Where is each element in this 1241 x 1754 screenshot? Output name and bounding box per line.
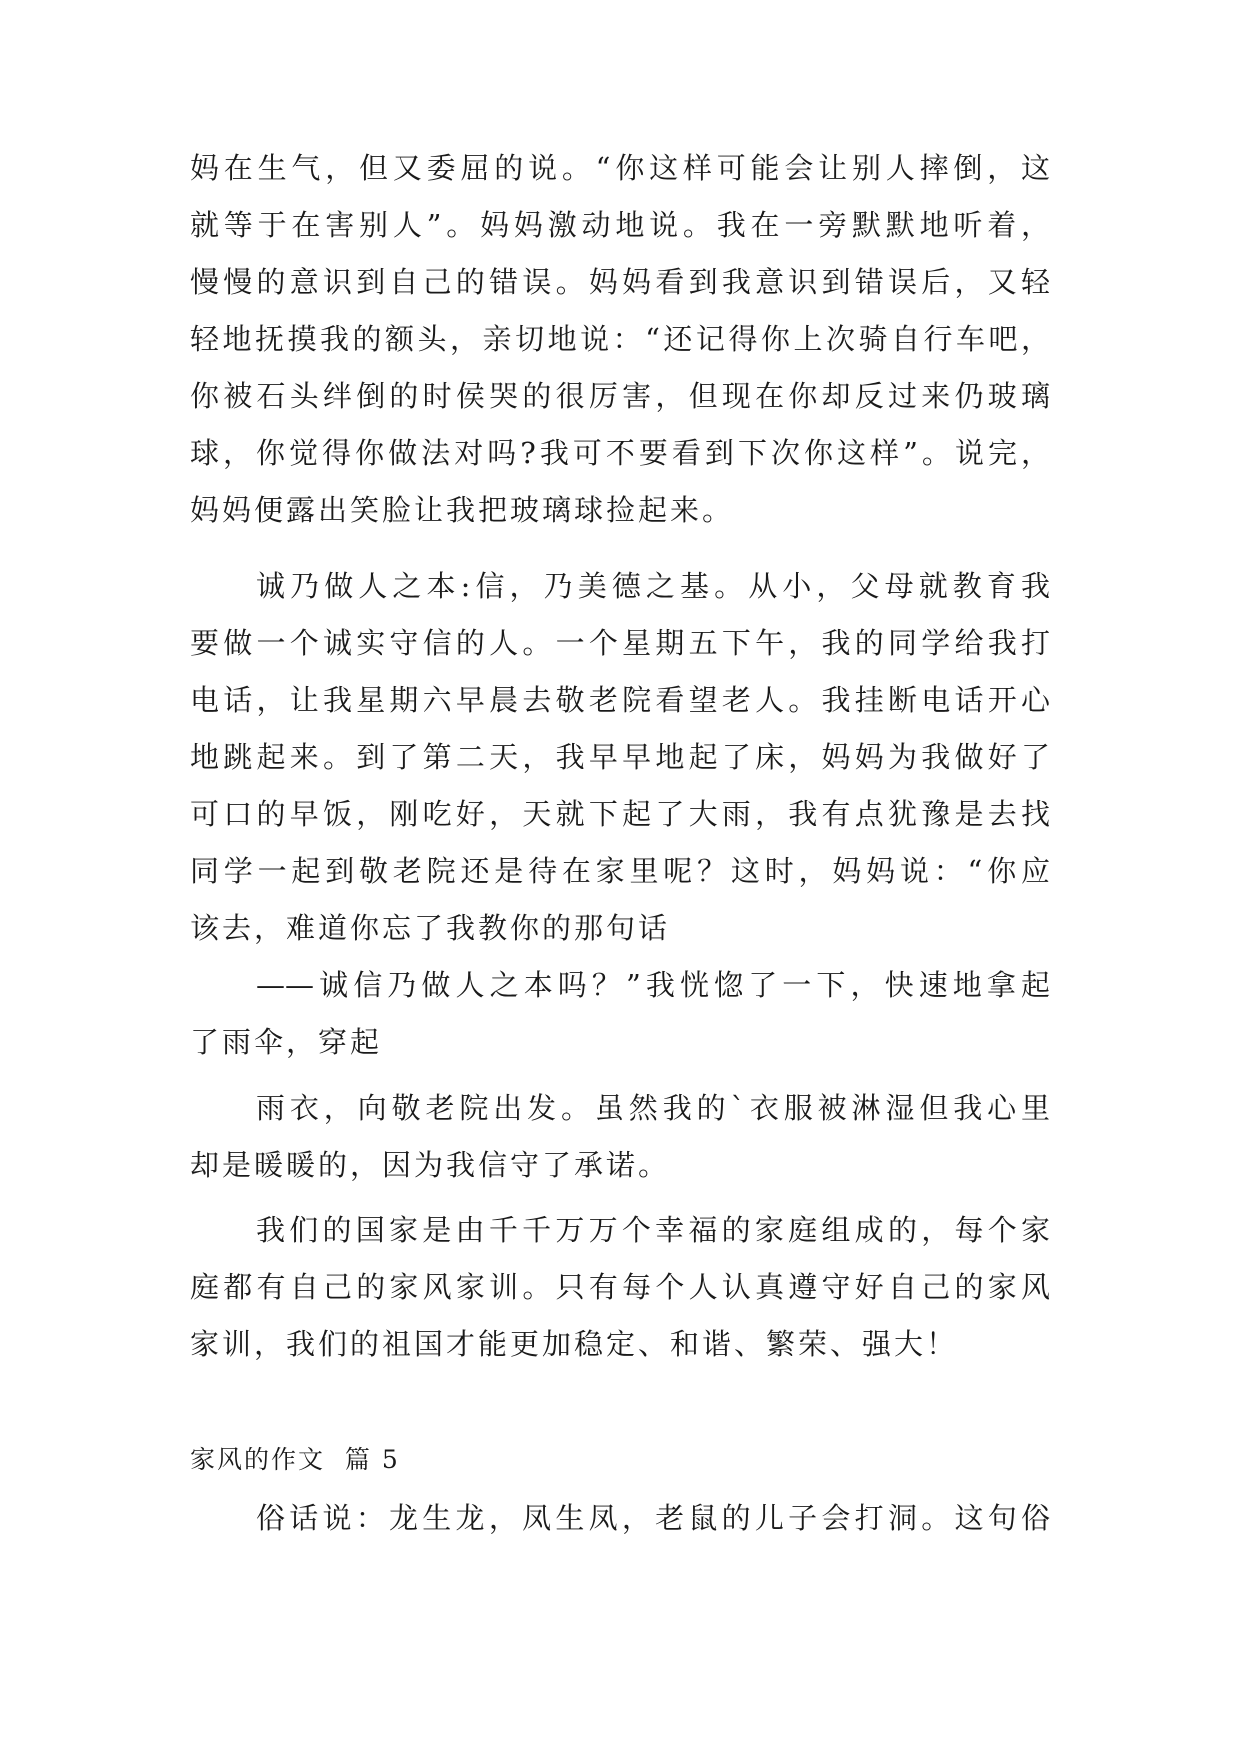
text-line: 电话，让我星期六早晨去敬老院看望老人。我挂断电话开心 [190, 683, 1050, 717]
text-line: 你被石头绊倒的时侯哭的很厉害，但现在你却反过来仍玻璃 [190, 379, 1050, 413]
text-line: 慢慢的意识到自己的错误。妈妈看到我意识到错误后，又轻 [190, 265, 1050, 299]
text-line: 球，你觉得你做法对吗?我可不要看到下次你这样”。说完， [190, 436, 1050, 470]
text-line: 就等于在害别人”。妈妈激动地说。我在一旁默默地听着， [190, 208, 1050, 242]
text-line: 妈在生气，但又委屈的说。“你这样可能会让别人摔倒，这 [190, 151, 1050, 185]
text-line: ——诚信乃做人之本吗？”我恍惚了一下，快速地拿起 [256, 968, 1050, 1002]
text-line: 轻地抚摸我的额头，亲切地说：“还记得你上次骑自行车吧， [190, 322, 1050, 356]
text-line: 妈妈便露出笑脸让我把玻璃球捡起来。 [190, 493, 735, 527]
text-line: 了雨伞，穿起 [190, 1025, 383, 1059]
text-line: 俗话说：龙生龙，凤生凤，老鼠的儿子会打洞。这句俗 [256, 1501, 1050, 1535]
text-line: 庭都有自己的家风家训。只有每个人认真遵守好自己的家风 [190, 1270, 1050, 1304]
text-line: 我们的国家是由千千万万个幸福的家庭组成的，每个家 [256, 1213, 1050, 1247]
text-line: 诚乃做人之本:信，乃美德之基。从小，父母就教育我 [256, 569, 1050, 603]
text-line: 雨衣，向敬老院出发。虽然我的`衣服被淋湿但我心里 [256, 1091, 1050, 1125]
section-heading: 家风的作文 篇 5 [190, 1445, 400, 1474]
text-line: 该去，难道你忘了我教你的那句话 [190, 911, 671, 945]
text-line: 却是暖暖的，因为我信守了承诺。 [190, 1148, 671, 1182]
text-line: 可口的早饭，刚吃好，天就下起了大雨，我有点犹豫是去找 [190, 797, 1050, 831]
text-line: 同学一起到敬老院还是待在家里呢？这时，妈妈说：“你应 [190, 854, 1050, 888]
text-line: 要做一个诚实守信的人。一个星期五下午，我的同学给我打 [190, 626, 1050, 660]
text-line: 家训，我们的祖国才能更加稳定、和谐、繁荣、强大！ [190, 1327, 959, 1361]
text-line: 地跳起来。到了第二天，我早早地起了床，妈妈为我做好了 [190, 740, 1050, 774]
